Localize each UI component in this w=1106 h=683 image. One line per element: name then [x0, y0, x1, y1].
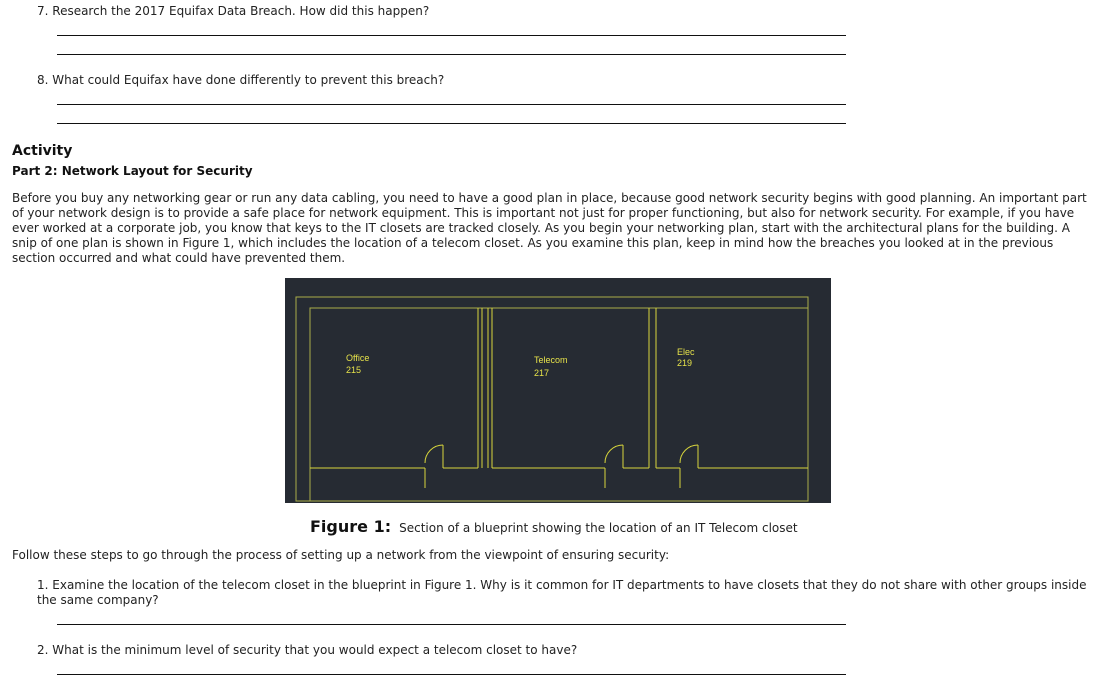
room-telecom-name: Telecom — [534, 355, 568, 365]
question-8: 8. What could Equifax have done differently to prevent this breach? — [37, 73, 445, 87]
question-7: 7. Research the 2017 Equifax Data Breach. How did this happen? — [37, 4, 430, 18]
blueprint-image — [285, 278, 831, 503]
blueprint-background — [285, 278, 831, 503]
figure-caption — [310, 517, 798, 536]
step-1: 1. Examine the location of the telecom closet in the blueprint in Figure 1. Why is it common for IT departments to have closets that they do not share with other groups inside the same company? — [37, 578, 1087, 607]
answer-line-step1 — [57, 624, 846, 625]
part2-heading: Part 2: Network Layout for Security — [12, 164, 253, 178]
room-telecom-number: 217 — [534, 368, 550, 378]
answer-line-q8-1 — [57, 104, 846, 105]
steps-intro: Follow these steps to go through the process of setting up a network from the viewpoint of ensuring security: — [12, 548, 670, 562]
activity-heading: Activity — [12, 143, 73, 159]
room-office-name: Office — [346, 353, 370, 363]
room-elec-number: 219 — [677, 358, 693, 368]
answer-line-q7-1 — [57, 35, 846, 36]
room-elec-name: Elec — [677, 347, 695, 357]
answer-line-step2 — [57, 674, 846, 675]
room-office-number: 215 — [346, 365, 362, 375]
answer-line-q7-2 — [57, 54, 846, 55]
answer-line-q8-2 — [57, 123, 846, 124]
activity-paragraph: Before you buy any networking gear or run any data cabling, you need to have a good plan in place, because good network security begins with good planning. An important part of your network design is to provide a safe place for network equipment. This is important not just for proper functioning, but also for network security. For example, if you have ever worked at a corporate job, you know that keys to the IT closets are tracked closely. As you begin your networking plan, start with the architectural plans for the building. A snip of one plan is shown in Figure 1, which includes the location of a telecom closet. As you examine this plan, keep in mind how the breaches you looked at in the previous section occurred and what could have prevented them. — [12, 191, 1087, 265]
step-2: 2. What is the minimum level of security that you would expect a telecom closet to have? — [37, 643, 578, 657]
figure-label: Figure 1: — [310, 517, 392, 536]
figure-caption-text: Section of a blueprint showing the location of an IT Telecom closet — [399, 521, 798, 535]
